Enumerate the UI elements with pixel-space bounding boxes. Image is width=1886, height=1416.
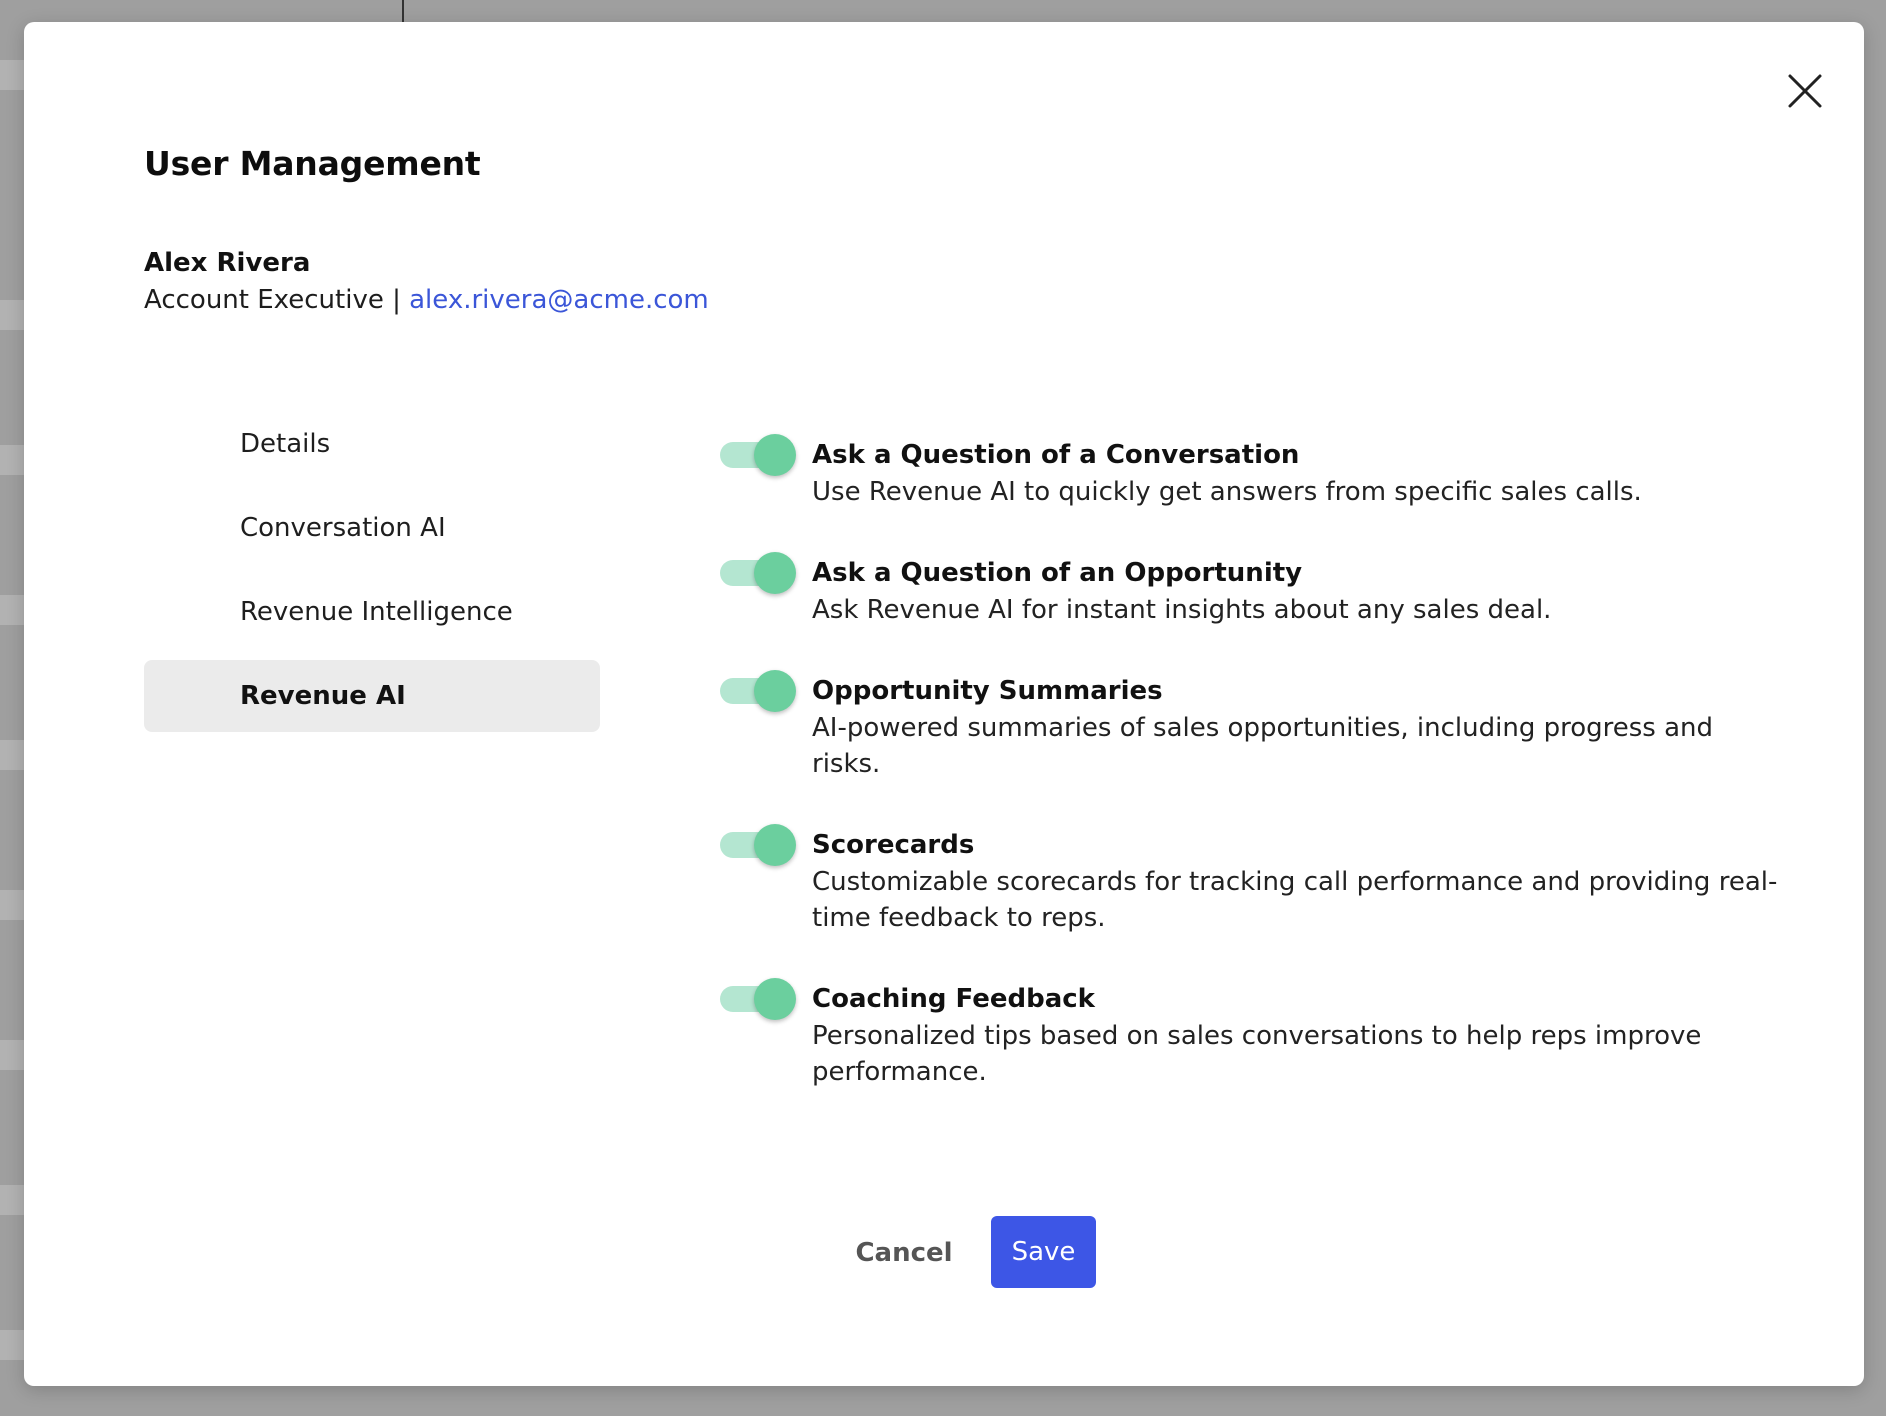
feature-description: Customizable scorecards for tracking call performance and providing real-time feedback to reps.: [812, 867, 1778, 933]
feature-toggle-opportunity-summaries[interactable]: [720, 670, 794, 712]
feature-title: Coaching Feedback: [812, 984, 1095, 1014]
background-row: [0, 1330, 24, 1360]
feature-toggle-ask-conversation[interactable]: [720, 434, 794, 476]
toggle-thumb: [754, 978, 796, 1020]
feature-item: [720, 822, 1780, 936]
background-row: [0, 1040, 24, 1070]
background-divider: [402, 0, 404, 22]
background-row: [0, 1185, 24, 1215]
user-email-link[interactable]: alex.rivera@acme.com: [409, 285, 709, 315]
toggle-thumb: [754, 552, 796, 594]
feature-toggle-coaching-feedback[interactable]: [720, 978, 794, 1020]
background-row: [0, 595, 24, 625]
feature-description: AI-powered summaries of sales opportunities, including progress and risks.: [812, 713, 1714, 779]
settings-sidenav: [144, 408, 600, 744]
feature-title: Scorecards: [812, 830, 975, 860]
nav-item-revenue-intelligence[interactable]: Revenue Intelligence: [240, 597, 513, 627]
feature-item: [720, 668, 1780, 782]
save-button[interactable]: Save: [991, 1216, 1096, 1288]
background-row: [0, 60, 24, 90]
user-management-modal: [24, 22, 1864, 1386]
user-meta: [144, 285, 709, 315]
feature-toggle-ask-opportunity[interactable]: [720, 552, 794, 594]
nav-item-conversation-ai[interactable]: Conversation AI: [240, 513, 446, 543]
feature-item: [720, 432, 1780, 510]
feature-title: Opportunity Summaries: [812, 676, 1163, 706]
feature-title: Ask a Question of an Opportunity: [812, 558, 1303, 588]
nav-item-revenue-ai[interactable]: Revenue AI: [144, 660, 600, 732]
feature-title: Ask a Question of a Conversation: [812, 440, 1300, 470]
feature-description: Personalized tips based on sales conversations to help reps improve performance.: [812, 1021, 1702, 1087]
user-name: Alex Rivera: [144, 248, 311, 278]
feature-list: [720, 432, 1780, 1130]
toggle-thumb: [754, 434, 796, 476]
toggle-thumb: [754, 824, 796, 866]
modal-title: User Management: [144, 144, 481, 183]
nav-item-details[interactable]: Details: [240, 429, 331, 459]
feature-description: Use Revenue AI to quickly get answers from specific sales calls.: [812, 477, 1642, 507]
feature-toggle-scorecards[interactable]: [720, 824, 794, 866]
feature-description: Ask Revenue AI for instant insights about any sales deal.: [812, 595, 1552, 625]
background-row: [0, 445, 24, 475]
background-row: [0, 300, 24, 330]
close-icon: [1780, 66, 1830, 116]
meta-separator: |: [383, 285, 410, 315]
cancel-button[interactable]: Cancel: [838, 1218, 970, 1288]
feature-item: [720, 550, 1780, 628]
background-row: [0, 740, 24, 770]
user-role: Account Executive: [144, 285, 384, 315]
close-button[interactable]: [1780, 66, 1830, 116]
toggle-thumb: [754, 670, 796, 712]
feature-item: [720, 976, 1780, 1090]
background-row: [0, 890, 24, 920]
